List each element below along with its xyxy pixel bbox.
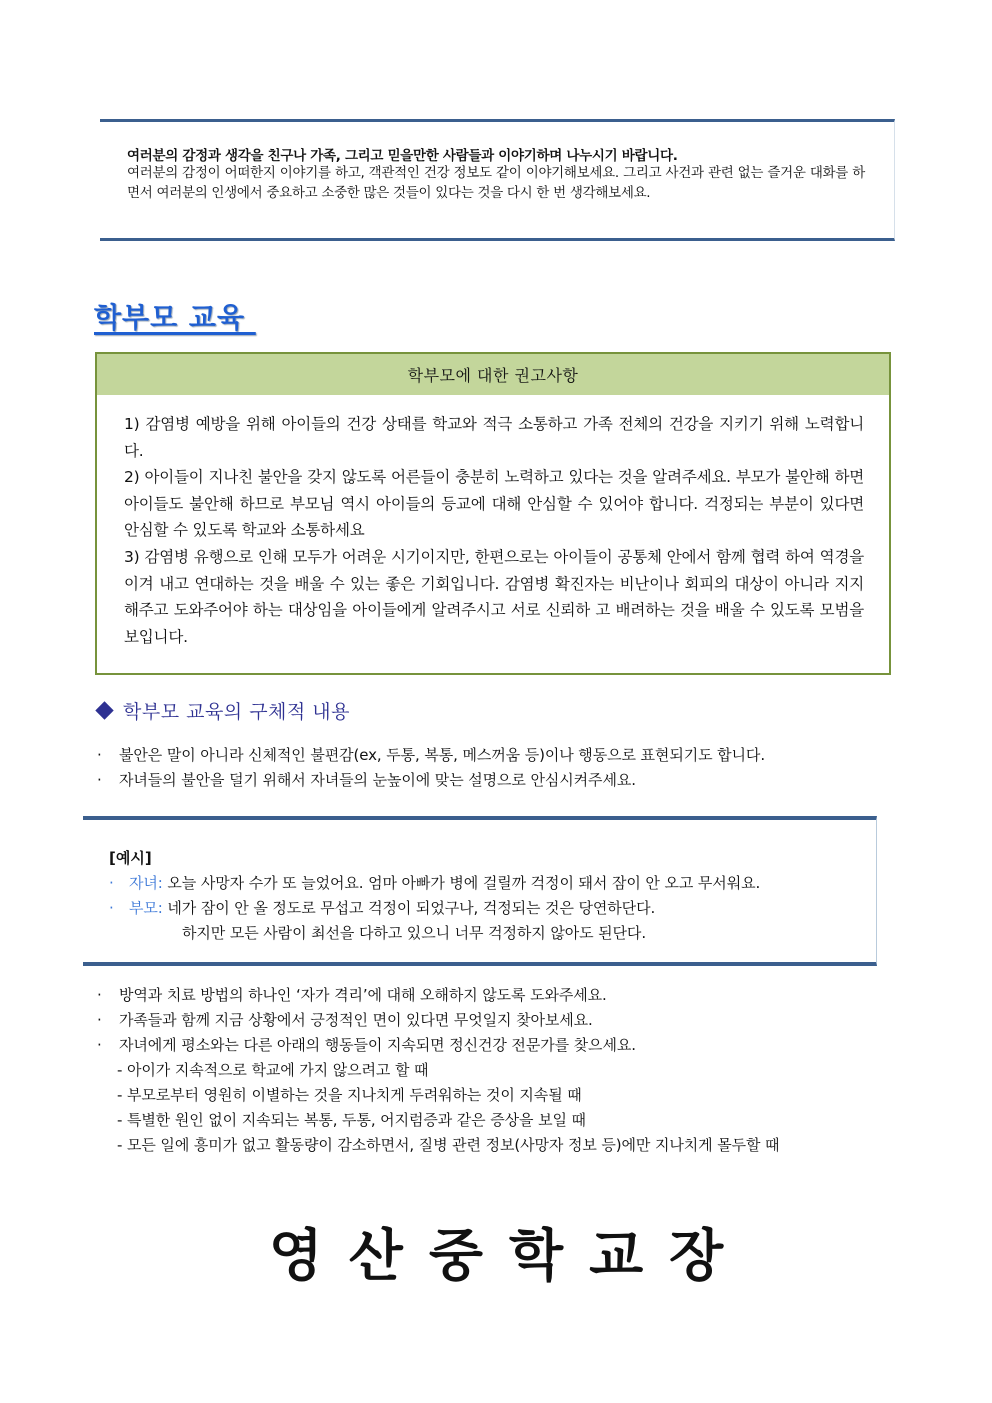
list-item: · 가족들과 함께 지금 상황에서 긍정적인 면이 있다면 무엇일지 찾아보세요. [97,1008,779,1033]
recommendation-item: 2) 아이들이 지나친 불안을 갖지 않도록 어른들이 충분히 노력하고 있다는 것을 알려주세요. 부모가 불안해 하면 아이들도 불안해 하므로 부모님 역시 아이들의 등교에 대해 안심할 수 있어야 합니다. 걱정되는 부분이 있다면 안심할 수 있도록 학교와 소통하세요 [124,468,864,540]
list-item: · 불안은 말이 아니라 신체적인 불편감(ex, 두통, 복통, 메스꺼움 등)이나 행동으로 표현되기도 합니다. [97,743,765,768]
info-lead-text: 여러분의 감정과 생각을 친구나 가족, 그리고 믿을만한 사람들과 이야기하며 나누시기 바랍니다. [127,148,678,164]
sub-list-item: - 아이가 지속적으로 학교에 가지 않으려고 할 때 [117,1061,429,1079]
details-bullet-list [97,743,765,793]
info-body-text: 여러분의 감정이 어떠한지 이야기를 하고, 객관적인 건강 정보도 같이 이야기해보세요. 그리고 사건과 관련 없는 즐거운 대화를 하면서 여러분의 인생에서 중요하고 소중한 많은 것들이 있다는 것을 다시 한 번 생각해보세요. [127,165,865,201]
example-box [83,816,877,966]
list-item: · 방역과 치료 방법의 하나인 ‘자가 격리’에 대해 오해하지 않도록 도와주세요. [97,983,779,1008]
example-child-line [109,872,760,893]
parent-label: 부모: [129,899,163,917]
sub-list-item: - 특별한 원인 없이 지속되는 복통, 두통, 어지럼증과 같은 증상을 보일 때 [117,1111,586,1129]
bullet-dot-icon: · [97,771,102,789]
list-item: · 자녀에게 평소와는 다른 아래의 행동들이 지속되면 정신건강 전문가를 찾으세요. [97,1033,779,1058]
recommendation-header: 학부모에 대한 권고사항 [97,354,889,395]
recommendation-box [95,352,891,675]
recommendation-item: 1) 감염병 예방을 위해 아이들의 건강 상태를 학교와 적극 소통하고 가족 전체의 건강을 지키기 위해 노력합니다. [124,415,864,460]
section-title: 학부모 교육 [94,301,256,334]
bullet-dot-icon: · [109,899,114,917]
bullet-dot-icon: · [109,874,114,892]
sub-list-item: - 모든 일에 흥미가 없고 활동량이 감소하면서, 질병 관련 정보(사망자 정보 등)에만 지나치게 몰두할 때 [117,1136,780,1154]
bullet-dot-icon: · [97,746,102,764]
recommendation-item: 3) 감염병 유행으로 인해 모두가 어려운 시기이지만, 한편으로는 아이들이 공통체 안에서 함께 협력 하여 역경을 이겨 내고 연대하는 것을 배울 수 있는 좋은 기회입니다. 감염병 확진자는 비난이나 회피의 대상이 아니라 지지해주고 도와주어야 하는 대상임을 아이들에게 알려주시고 서로 신뢰하 고 배려하는 것을 배울 수 있도록 모범을 보입니다. [124,547,864,646]
example-title: [예시] [109,849,152,867]
guidance-bullet-list [97,983,779,1158]
child-text: 오늘 사망자 수가 또 늘었어요. 엄마 아빠가 병에 걸릴까 걱정이 돼서 잠이 안 오고 무서워요. [167,874,761,892]
parent-text: 네가 잠이 안 올 정도로 무섭고 걱정이 되었구나, 걱정되는 것은 당연하단다. [167,899,656,917]
diamond-bullet-icon [95,701,113,719]
sub-list-item: - 부모로부터 영원히 이별하는 것을 지나치게 두려워하는 것이 지속될 때 [117,1086,582,1104]
signature: 영산중학교장 [268,1224,750,1289]
bullet-dot-icon: · [97,1011,102,1029]
recommendation-body [124,411,864,650]
child-label: 자녀: [129,874,163,892]
parent-text-continued: 하지만 모든 사람이 최선을 다하고 있으니 너무 걱정하지 않아도 된단다. [182,924,646,942]
bullet-dot-icon: · [97,1036,102,1054]
details-heading [95,697,350,724]
details-heading-text: 학부모 교육의 구체적 내용 [123,701,351,723]
list-item: · 자녀들의 불안을 덜기 위해서 자녀들의 눈높이에 맞는 설명으로 안심시켜주세요. [97,768,765,793]
info-box [100,119,895,241]
example-parent-line [109,897,655,918]
bullet-dot-icon: · [97,986,102,1004]
